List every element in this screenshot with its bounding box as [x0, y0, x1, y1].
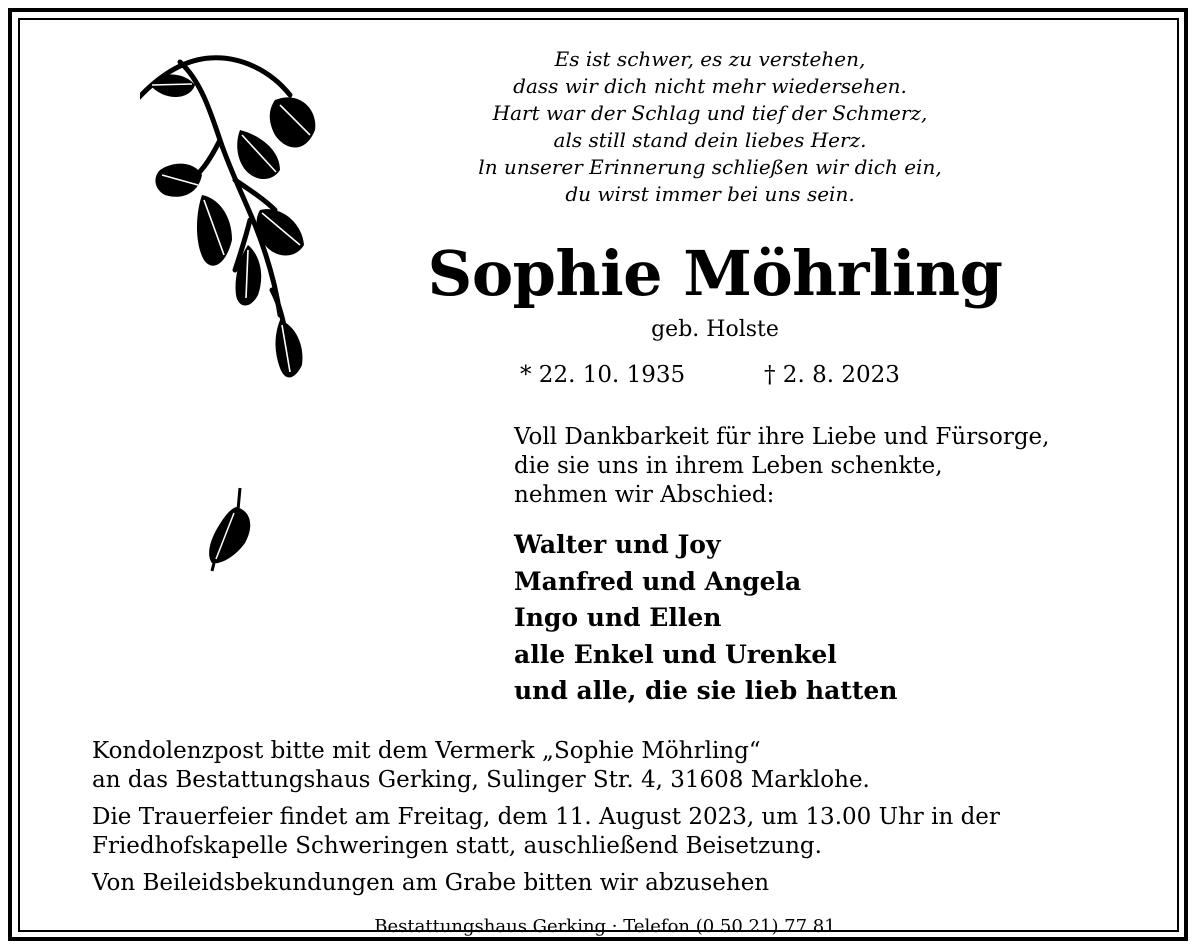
notice-line: an das Bestattungshaus Gerking, Sulinger Str. 4, 31608 Marklohe.	[92, 767, 870, 793]
thanks-line: die sie uns in ihrem Leben schenkte,	[514, 453, 943, 479]
falling-leaf-icon	[200, 485, 260, 575]
notice-line: Friedhofskapelle Schweringen statt, auschließend Beisetzung.	[92, 833, 822, 859]
maiden-name: geb. Holste	[651, 317, 779, 342]
thanks-text	[514, 423, 1154, 510]
poem-line: dass wir dich nicht mehr wiedersehen.	[513, 74, 907, 98]
notice-line: Die Trauerfeier findet am Freitag, dem 11. August 2023, um 13.00 Uhr in der	[92, 804, 1000, 830]
birth-date: * 22. 10. 1935	[520, 362, 686, 388]
poem-line: Hart war der Schlag und tief der Schmerz,	[492, 101, 928, 125]
poem-line: als still stand dein liebes Herz.	[553, 128, 867, 152]
notice-line: Von Beileidsbekundungen am Grabe bitten wir abzusehen	[92, 870, 770, 896]
poem-line: Es ist schwer, es zu verstehen,	[554, 47, 866, 71]
mourner: und alle, die sie lieb hatten	[514, 676, 898, 705]
request-notice	[92, 869, 1172, 898]
poem-line: du wirst immer bei uns sein.	[565, 182, 855, 206]
leaf-branch-icon	[140, 50, 340, 390]
mourner: Walter und Joy	[514, 530, 721, 559]
deceased-name: Sophie Möhrling	[427, 237, 1003, 310]
mourner: alle Enkel und Urenkel	[514, 639, 837, 669]
thanks-line: Voll Dankbarkeit für ihre Liebe und Fürsorge,	[514, 424, 1050, 450]
mourner: Manfred und Angela	[514, 566, 802, 596]
notices	[92, 737, 1172, 906]
thanks-line: nehmen wir Abschied:	[514, 482, 775, 508]
mourners-list	[514, 527, 1154, 710]
funeral-home-footer: Bestattungshaus Gerking · Telefon (0 50 21) 77 81	[374, 916, 836, 937]
mourner: Ingo und Ellen	[514, 603, 722, 632]
poem-line: ln unserer Erinnerung schließen wir dich ein,	[478, 155, 942, 179]
poem	[400, 46, 1020, 208]
death-date: † 2. 8. 2023	[764, 362, 900, 388]
condolence-notice	[92, 737, 1172, 795]
notice-line: Kondolenzpost bitte mit dem Vermerk „Sophie Möhrling“	[92, 738, 761, 764]
funeral-notice	[92, 803, 1172, 861]
